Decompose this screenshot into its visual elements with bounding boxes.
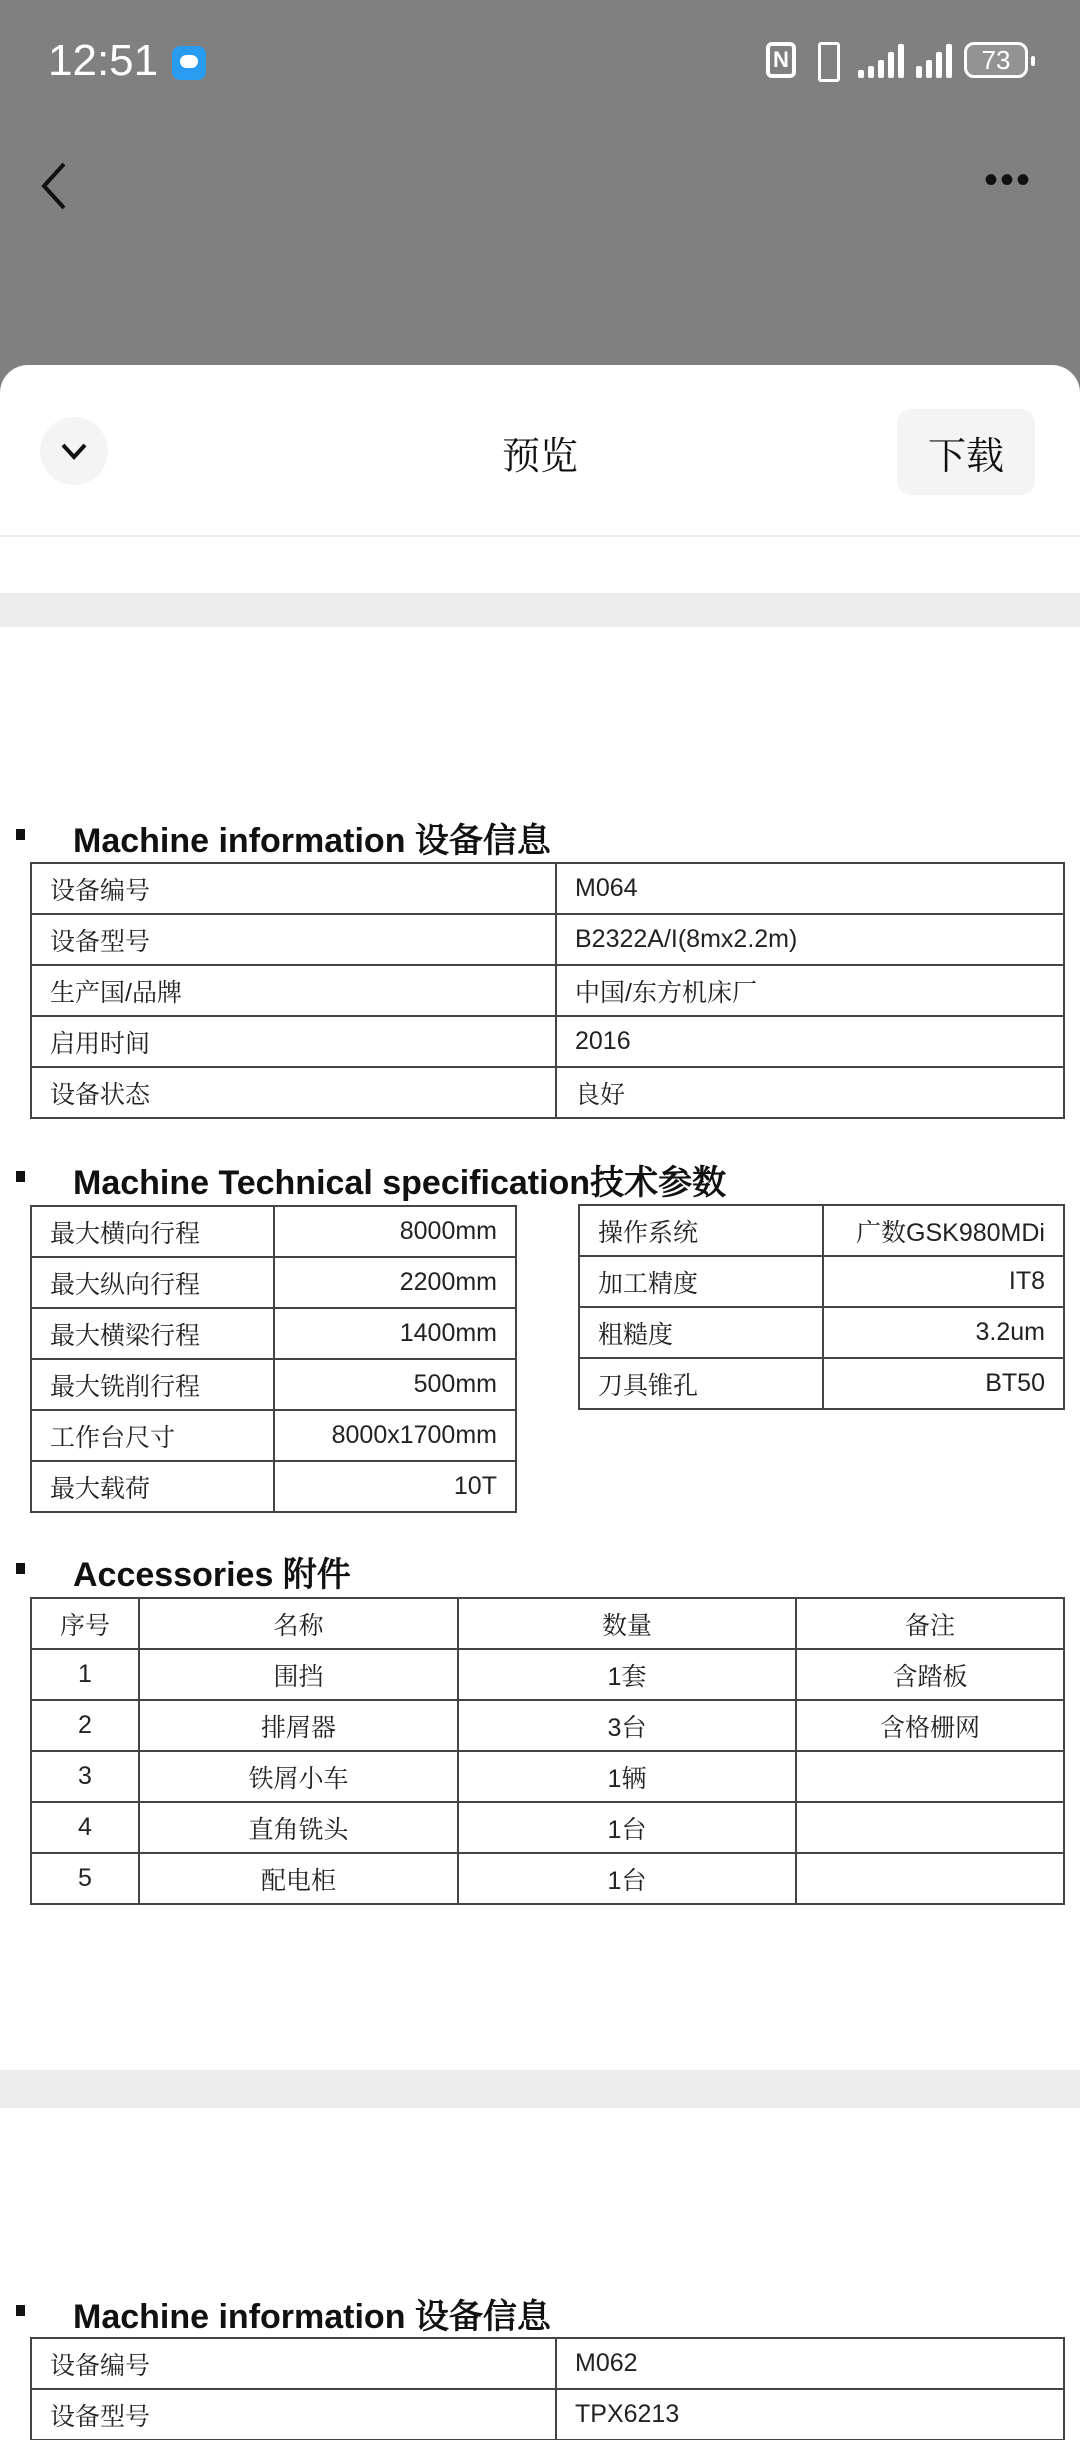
- table-cell: 最大横梁行程: [31, 1308, 274, 1359]
- table-row: [31, 1067, 1064, 1118]
- table-cell: 10T: [274, 1461, 516, 1512]
- table-cell: 1台: [458, 1853, 796, 1904]
- table-cell: 含格栅网: [796, 1700, 1064, 1751]
- table-cell: [796, 1802, 1064, 1853]
- table-row: [31, 1359, 516, 1410]
- table-row: [31, 965, 1064, 1016]
- table-cell: 设备编号: [31, 863, 556, 914]
- table-cell: 最大载荷: [31, 1461, 274, 1512]
- table-cell: 1辆: [458, 1751, 796, 1802]
- table-row: [31, 914, 1064, 965]
- page-separator: [0, 593, 1080, 627]
- table-cell: 备注: [796, 1598, 1064, 1649]
- table-cell: 操作系统: [579, 1205, 823, 1256]
- table-row: [31, 2338, 1064, 2389]
- table-cell: 4: [31, 1802, 139, 1853]
- tech-spec-table-left: [30, 1205, 517, 1513]
- table-row: [31, 1257, 516, 1308]
- table-cell: 2: [31, 1700, 139, 1751]
- table-cell: IT8: [823, 1256, 1064, 1307]
- table-cell: 3.2um: [823, 1307, 1064, 1358]
- signal-icon-1: [858, 42, 904, 78]
- nav-bar: [0, 140, 1080, 230]
- table-cell: 1套: [458, 1649, 796, 1700]
- table-cell: 序号: [31, 1598, 139, 1649]
- page-separator: [0, 2070, 1080, 2108]
- signal-icon-2: [916, 42, 952, 78]
- table-row: [31, 1751, 1064, 1802]
- table-cell: 中国/东方机床厂: [556, 965, 1064, 1016]
- table-row: [579, 1358, 1064, 1409]
- table-cell: 粗糙度: [579, 1307, 823, 1358]
- table-cell: 2200mm: [274, 1257, 516, 1308]
- table-row: [31, 1410, 516, 1461]
- vibrate-icon: [808, 42, 846, 78]
- table-cell: 生产国/品牌: [31, 965, 556, 1016]
- table-cell: 5: [31, 1853, 139, 1904]
- table-cell: 3: [31, 1751, 139, 1802]
- sheet-header: [0, 365, 1080, 537]
- table-cell: BT50: [823, 1358, 1064, 1409]
- bullet-icon: [16, 2305, 25, 2316]
- table-cell: 加工精度: [579, 1256, 823, 1307]
- more-dots-icon[interactable]: •••: [984, 158, 1033, 202]
- table-row: [579, 1256, 1064, 1307]
- table-row: [31, 1461, 516, 1512]
- preview-sheet: 预览 下载 Machine information 设备信息 设备编号 M064 设备型号 B2322A/I(8mx2.2m) 生产国/品牌 中国/东方机床厂 启用时间 2016 设备状态 良好 Machine Technical specification技术参数 最大横向行程 8000mm 最大纵向行程 2200mm 最大横梁行程 1400mm 最大铣削行程 500mm 工作台尺寸 8000x1700mm 最大载荷 10T 操作系统 广数GSK980MDi 加工精度 IT8 粗糙度 3.2um 刀具锥孔 BT50 Accessories 附件 序号 名称 数量 备注 1 围挡 1套 含踏板 2 排屑器 3台 含格栅网 3 铁屑小车 1辆 4 直角铣头 1台 5 配电柜 1台 Machine information 设备信息 设备编号 M062 设备型号 TPX6213: [0, 365, 1080, 2440]
- table-row: [31, 1649, 1064, 1700]
- status-icons: [766, 40, 1028, 80]
- table-cell: 启用时间: [31, 1016, 556, 1067]
- table-cell: 设备型号: [31, 914, 556, 965]
- table-row: [579, 1205, 1064, 1256]
- table-cell: M064: [556, 863, 1064, 914]
- table-cell: 最大纵向行程: [31, 1257, 274, 1308]
- table-cell: 直角铣头: [139, 1802, 458, 1853]
- table-cell: 3台: [458, 1700, 796, 1751]
- table-cell: 围挡: [139, 1649, 458, 1700]
- table-cell: 良好: [556, 1067, 1064, 1118]
- bullet-icon: [16, 1171, 25, 1182]
- table-row: [31, 1308, 516, 1359]
- table-cell: 500mm: [274, 1359, 516, 1410]
- sheet-title: 预览: [501, 436, 578, 478]
- status-bar: [0, 0, 1080, 120]
- table-cell: TPX6213: [556, 2389, 1064, 2440]
- table-cell: 含踏板: [796, 1649, 1064, 1700]
- battery-icon: 73: [964, 42, 1028, 78]
- table-cell: 设备型号: [31, 2389, 556, 2440]
- table-cell: 工作台尺寸: [31, 1410, 274, 1461]
- table-cell: 2016: [556, 1016, 1064, 1067]
- table-row: [31, 1016, 1064, 1067]
- table-cell: 刀具锥孔: [579, 1358, 823, 1409]
- bullet-icon: [16, 829, 25, 840]
- table-row: [579, 1307, 1064, 1358]
- table-cell: 排屑器: [139, 1700, 458, 1751]
- table-cell: 1400mm: [274, 1308, 516, 1359]
- machine-info-table-2: [30, 2337, 1065, 2440]
- back-chevron-icon[interactable]: [36, 160, 76, 212]
- machine-info-table: [30, 862, 1065, 1119]
- table-cell: [796, 1751, 1064, 1802]
- table-cell: 最大铣削行程: [31, 1359, 274, 1410]
- table-cell: 设备状态: [31, 1067, 556, 1118]
- clock: 12:51: [48, 36, 159, 85]
- table-cell: 广数GSK980MDi: [823, 1205, 1064, 1256]
- table-cell: 数量: [458, 1598, 796, 1649]
- bullet-icon: [16, 1563, 25, 1574]
- table-cell: 名称: [139, 1598, 458, 1649]
- table-cell: 8000mm: [274, 1206, 516, 1257]
- table-row: [31, 863, 1064, 914]
- table-cell: 设备编号: [31, 2338, 556, 2389]
- table-cell: 1台: [458, 1802, 796, 1853]
- table-row: [31, 1853, 1064, 1904]
- tech-spec-table-right: [578, 1204, 1065, 1410]
- nfc-icon: N: [766, 42, 796, 78]
- table-row: [31, 2389, 1064, 2440]
- table-cell: 8000x1700mm: [274, 1410, 516, 1461]
- table-row: [31, 1206, 516, 1257]
- table-row: [31, 1700, 1064, 1751]
- message-icon: [172, 46, 206, 80]
- table-cell: 最大横向行程: [31, 1206, 274, 1257]
- table-cell: 1: [31, 1649, 139, 1700]
- table-cell: 铁屑小车: [139, 1751, 458, 1802]
- table-cell: B2322A/I(8mx2.2m): [556, 914, 1064, 965]
- table-cell: M062: [556, 2338, 1064, 2389]
- table-cell: 配电柜: [139, 1853, 458, 1904]
- table-row: [31, 1802, 1064, 1853]
- download-button[interactable]: 下载: [897, 409, 1035, 495]
- table-cell: [796, 1853, 1064, 1904]
- table-header-row: [31, 1598, 1064, 1649]
- accessories-table: [30, 1597, 1065, 1905]
